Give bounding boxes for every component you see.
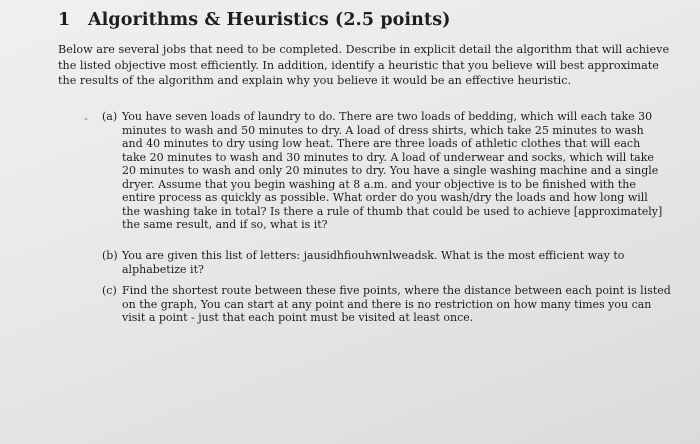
item-text [122,284,682,325]
item-line: alphabetize it? [122,262,204,276]
item-line: You are given this list of letters: jausidhfiouhwnlweadsk. What is the most efficient way to [122,249,625,262]
item-label: (a) [102,110,118,123]
item-text [122,249,682,276]
item-line: on the graph, You can start at any point and there is no restriction on how many times you can [122,297,652,311]
section-heading [58,10,451,30]
intro-paragraph [58,42,680,89]
item-line: dryer. Assume that you begin washing at 8 a.m. and your objective is to be finished with the [122,177,636,191]
margin-mark: - [84,112,88,125]
item-line: minutes to wash and 50 minutes to dry. A load of dress shirts, which take 25 minutes to wash [122,123,644,137]
item-line: and 40 minutes to dry using low heat. There are three loads of athletic clothes that will each [122,137,641,150]
item-line: Find the shortest route between these five points, where the distance between each point is listed [122,284,671,297]
item-line: the same result, and if so, what is it? [122,218,328,231]
item-text [122,110,682,232]
item-line: You have seven loads of laundry to do. There are two loads of bedding, which will each take 30 [122,110,653,123]
item-line: 20 minutes to wash and only 20 minutes to dry. You have a single washing machine and a single [122,164,659,177]
item-line: entire process as quickly as possible. What order do you wash/dry the loads and how long will [122,191,648,204]
intro-line: the results of the algorithm and explain why you believe it would be an effective heuristic. [58,74,572,87]
item-label: (b) [102,249,118,262]
item-label: (c) [102,284,117,297]
item-line: take 20 minutes to wash and 30 minutes to dry. A load of underwear and socks, which will take [122,150,654,164]
intro-line: Below are several jobs that need to be completed. Describe in explicit detail the algorithm that will achieve [58,43,670,56]
item-line: visit a point - just that each point must be visited at least once. [122,311,474,324]
item-line: the washing take in total? Is there a rule of thumb that could be used to achieve [approximately] [122,204,663,218]
intro-line: the listed objective most efficiently. In addition, identify a heuristic that you believe will best approximate [58,58,659,72]
section-title: Algorithms & Heuristics (2.5 points) [88,10,451,30]
section-number: 1 [58,10,71,30]
